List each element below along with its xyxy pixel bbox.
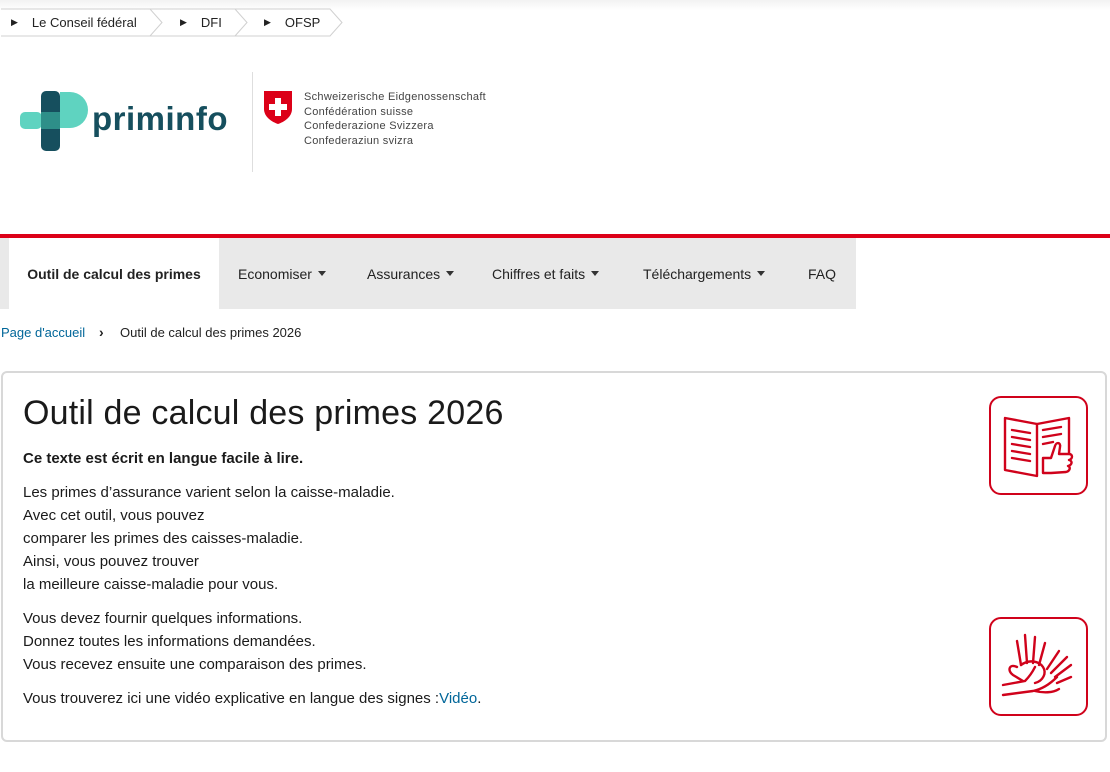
breadcrumb-current: Outil de calcul des primes 2026	[120, 325, 302, 340]
nav-item-label: FAQ	[808, 265, 837, 282]
conf-line: Confederazione Svizzera	[304, 120, 434, 133]
caret-down-icon	[591, 271, 599, 276]
nav-item-label: Téléchargements	[643, 265, 752, 282]
federal-crumb-ofsp[interactable]	[264, 9, 320, 36]
nav-item-label: Economiser	[238, 265, 312, 282]
conf-line: Schweizerische Eidgenossenschaft	[304, 91, 487, 103]
nav-item-economiser[interactable]	[238, 238, 326, 309]
federal-crumb-dfi[interactable]	[180, 9, 222, 36]
nav-item-premium-calculator[interactable]	[9, 238, 219, 309]
federal-crumb-label: DFI	[200, 15, 222, 30]
nav-item-telechargements[interactable]	[643, 238, 765, 309]
nav-item-faq[interactable]	[808, 238, 836, 309]
text-line: comparer les primes des caisses-maladie.	[23, 530, 304, 547]
video-link[interactable]: Vidéo	[439, 690, 478, 707]
text-line: Les primes d’assurance varient selon la caisse-maladie.	[23, 484, 395, 501]
caret-down-icon	[446, 271, 454, 276]
video-text: Vous trouverez ici une vidéo explicative en langue des signes :	[23, 690, 440, 707]
intro-paragraph	[23, 481, 395, 596]
instructions-paragraph	[23, 607, 367, 676]
federal-breadcrumb-bar	[0, 0, 1110, 38]
text-line: Donnez toutes les informations demandées.	[23, 633, 316, 650]
nav-item-label: Assurances	[367, 265, 441, 282]
nav-item-chiffres[interactable]	[492, 238, 599, 309]
federal-crumb-conseil[interactable]	[11, 9, 137, 36]
text-line: Ainsi, vous pouvez trouver	[23, 553, 199, 570]
easy-read-book-thumbs-up-icon	[989, 396, 1088, 495]
conf-line: Confédération suisse	[304, 105, 414, 118]
brand-name: priminfo	[92, 100, 228, 137]
sign-language-hands-icon	[989, 617, 1088, 716]
federal-crumb-label: Le Conseil fédéral	[31, 15, 137, 30]
federal-crumb-label: OFSP	[284, 15, 321, 30]
video-end: .	[477, 690, 482, 707]
video-paragraph	[23, 687, 481, 710]
swiss-shield-icon	[262, 89, 294, 125]
nav-item-label: Chiffres et faits	[492, 265, 586, 282]
nav-item-assurances[interactable]	[367, 238, 454, 309]
text-line: la meilleure caisse-maladie pour vous.	[23, 576, 279, 593]
text-line: Vous recevez ensuite une comparaison des primes.	[23, 656, 367, 673]
logo-divider	[252, 72, 253, 172]
conf-line: Confederaziun svizra	[304, 134, 414, 147]
breadcrumb-home-link[interactable]: Page d'accueil	[1, 325, 86, 340]
text-line: Avec cet outil, vous pouvez	[23, 507, 205, 524]
nav-item-label: Outil de calcul des primes	[27, 265, 201, 282]
text-line: Vous devez fournir quelques informations.	[23, 610, 303, 627]
caret-down-icon	[757, 271, 765, 276]
triangle-right-icon: ▶	[11, 17, 18, 27]
confederation-text	[304, 90, 486, 148]
triangle-right-icon: ▶	[180, 17, 187, 27]
caret-down-icon	[318, 271, 326, 276]
page-title: Outil de calcul des primes 2026	[23, 394, 504, 432]
chevron-right-icon: ›	[99, 324, 104, 340]
easy-read-notice: Ce texte est écrit en langue facile à lire.	[23, 450, 304, 467]
triangle-right-icon: ▶	[264, 17, 271, 27]
